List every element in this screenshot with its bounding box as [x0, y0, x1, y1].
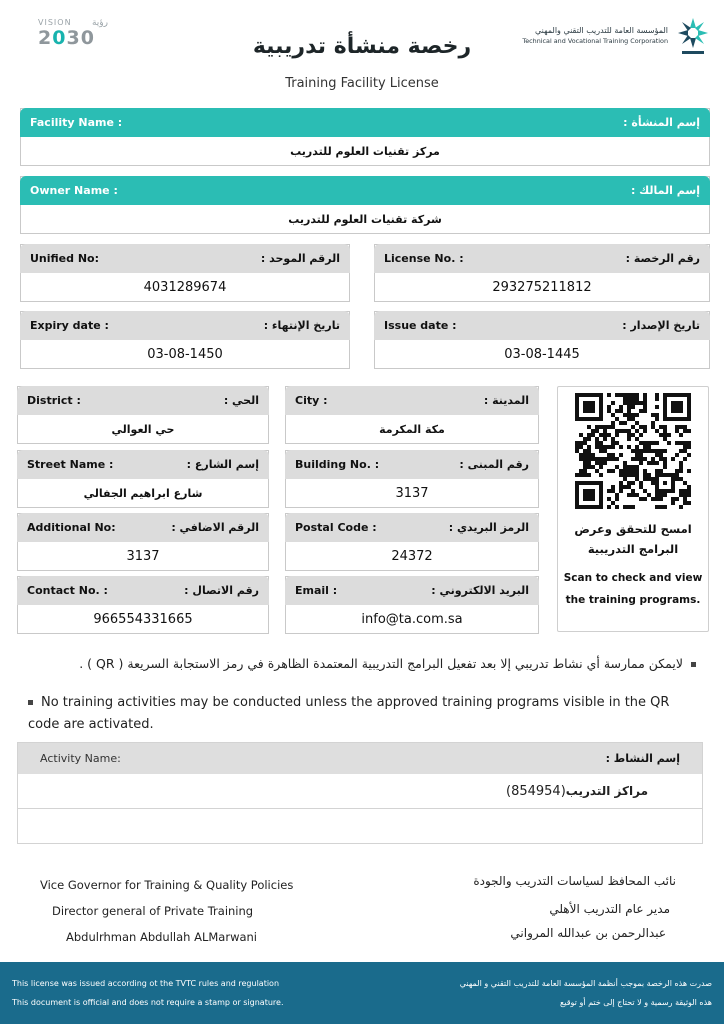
- qr-text-en-2: the training programs.: [565, 594, 701, 606]
- footer: [0, 962, 724, 1024]
- email-label-ar: البريد الالكتروني :: [431, 584, 529, 597]
- facility-label-en: Facility Name :: [30, 116, 123, 129]
- page-title-en: Training Facility License: [285, 76, 439, 91]
- qr-text-ar-2: البرامج التدريبية: [587, 542, 679, 556]
- note-ar: [20, 656, 704, 671]
- contact-value: 966554331665: [93, 611, 193, 627]
- note-ar-text: لايمكن ممارسة أي نشاط تدريبي إلا بعد تفعيل البرامج التدريبية المعتمدة الظاهرة في رمز الاستجابة السريعة ( QR ) .: [79, 656, 683, 671]
- street-label-ar: إسم الشارع :: [186, 458, 259, 471]
- district-label-ar: الحي :: [223, 394, 259, 407]
- street-value: شارع ابراهيم الجفالي: [83, 486, 203, 500]
- owner-label-en: Owner Name :: [30, 184, 118, 197]
- city-value: مكة المكرمة: [379, 422, 445, 436]
- qr-text-en-1: Scan to check and view: [563, 572, 703, 584]
- email-field: [285, 576, 539, 634]
- contact-no-field: [17, 576, 269, 634]
- unified-value: 4031289674: [143, 279, 227, 295]
- footer-en-2: This document is official and does not require a stamp or signature.: [12, 998, 284, 1007]
- activity-label-ar: إسم النشاط :: [605, 752, 680, 765]
- email-value: info@ta.com.sa: [361, 611, 463, 627]
- issue-value: 03-08-1445: [504, 346, 580, 362]
- sig-en-2: Director general of Private Training: [52, 904, 254, 918]
- district-label-en: District :: [27, 394, 81, 407]
- facility-label-ar: إسم المنشأة :: [623, 116, 700, 129]
- postal-label-en: Postal Code :: [295, 521, 377, 534]
- vision-2030-logo: VISION رؤية 2030: [38, 18, 108, 49]
- sig-en-1: Vice Governor for Training & Quality Policies: [40, 878, 294, 892]
- email-label-en: Email :: [295, 584, 338, 597]
- qr-code-icon[interactable]: [575, 393, 691, 509]
- city-label-ar: المدينة :: [483, 394, 529, 407]
- additional-label-en: Additional No:: [27, 521, 116, 534]
- building-label-ar: رقم المبنى :: [459, 458, 529, 471]
- footer-ar-1: صدرت هذه الرخصة بموجب أنظمة المؤسسة العامة للتدريب التقني و المهني: [459, 979, 712, 988]
- page-title-ar: رخصة منشأة تدريبية: [252, 34, 472, 59]
- activity-table: [17, 742, 703, 844]
- unified-label-en: Unified No:: [30, 252, 100, 265]
- license-no-field: [374, 244, 710, 302]
- bullet-icon: [28, 700, 33, 705]
- note-en: [28, 692, 704, 736]
- expiry-label-ar: تاريخ الإنتهاء :: [263, 319, 340, 332]
- sig-en-3: Abdulrhman Abdullah ALMarwani: [66, 930, 258, 944]
- facility-value: مركز تقنيات العلوم للتدريب: [290, 144, 440, 158]
- owner-label-ar: إسم المالك :: [630, 184, 700, 197]
- license-label-ar: رقم الرخصة :: [625, 252, 700, 265]
- unified-no-field: [20, 244, 350, 302]
- facility-name-field: [20, 108, 710, 166]
- postal-value: 24372: [391, 548, 433, 564]
- city-label-en: City :: [295, 394, 328, 407]
- expiry-date-field: [20, 311, 350, 369]
- qr-text-ar-1: امسح للتحقق وعرض: [574, 522, 692, 536]
- bullet-icon: [691, 662, 696, 667]
- sig-ar-1: نائب المحافظ لسياسات التدريب والجودة: [473, 874, 676, 888]
- activity-code: (854954): [506, 783, 566, 799]
- issue-date-field: [374, 311, 710, 369]
- sig-ar-3: عبدالرحمن بن عبدالله المرواني: [510, 926, 666, 940]
- street-label-en: Street Name :: [27, 458, 114, 471]
- owner-value: شركة تقنيات العلوم للتدريب: [288, 212, 442, 226]
- issue-label-ar: تاريخ الإصدار :: [622, 319, 700, 332]
- street-name-field: [17, 450, 269, 508]
- postal-label-ar: الرمز البريدي :: [448, 521, 529, 534]
- contact-label-en: Contact No. :: [27, 584, 108, 597]
- building-value: 3137: [395, 485, 429, 501]
- building-no-field: [285, 450, 539, 508]
- district-field: [17, 386, 269, 444]
- footer-en-1: This license was issued according ot the TVTC rules and regulation: [12, 979, 280, 988]
- district-value: حي العوالي: [111, 422, 175, 436]
- unified-label-ar: الرقم الموحد :: [260, 252, 340, 265]
- additional-label-ar: الرقم الاضافي :: [171, 521, 259, 534]
- footer-ar-2: هذه الوثيقة رسمية و لا تحتاج إلى ختم أو توقيع: [560, 998, 712, 1007]
- note-en-text: No training activities may be conducted unless the approved training programs visible in the QR code are activated.: [28, 695, 670, 732]
- license-value: 293275211812: [492, 279, 592, 295]
- expiry-label-en: Expiry date :: [30, 319, 109, 332]
- postal-code-field: [285, 513, 539, 571]
- table-row-empty: [18, 809, 702, 844]
- owner-name-field: [20, 176, 710, 234]
- activity-label-en: Activity Name:: [40, 752, 121, 765]
- org-name-en: Technical and Vocational Training Corporation: [522, 37, 668, 45]
- additional-value: 3137: [126, 548, 160, 564]
- additional-no-field: [17, 513, 269, 571]
- qr-panel: [557, 386, 709, 632]
- issue-label-en: Issue date :: [384, 319, 457, 332]
- expiry-value: 03-08-1450: [147, 346, 223, 362]
- city-field: [285, 386, 539, 444]
- sig-ar-2: مدير عام التدريب الأهلي: [549, 902, 670, 916]
- contact-label-ar: رقم الاتصال :: [184, 584, 259, 597]
- table-row: [18, 774, 702, 809]
- building-label-en: Building No. :: [295, 458, 380, 471]
- license-label-en: License No. :: [384, 252, 464, 265]
- activity-name: مراكز التدريب: [565, 784, 648, 798]
- org-name-ar: المؤسسة العامة للتدريب التقني والمهني: [534, 26, 668, 35]
